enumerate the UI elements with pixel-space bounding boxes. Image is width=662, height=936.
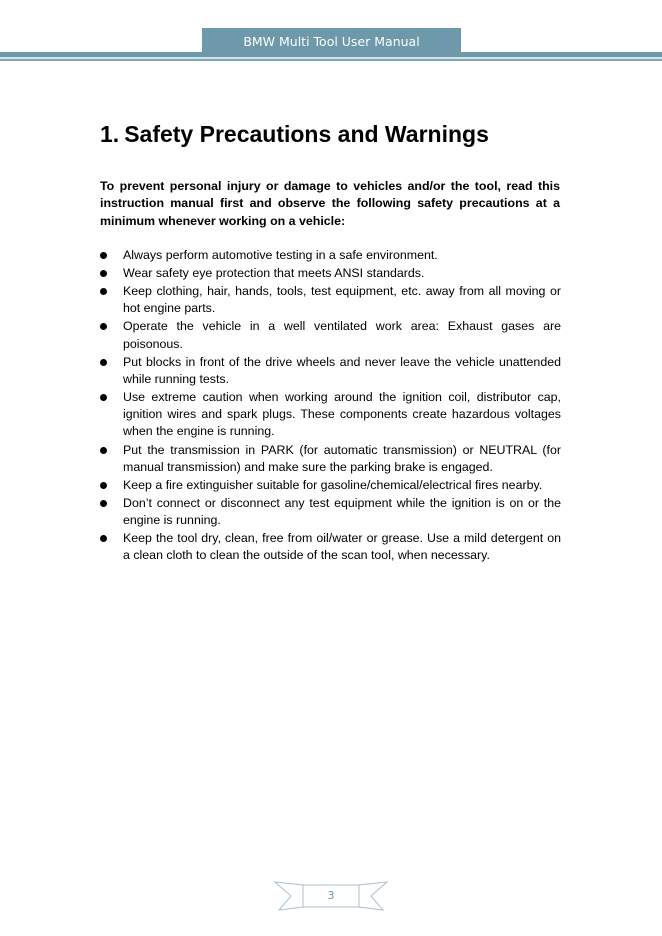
list-item [100, 318, 561, 352]
list-item [100, 477, 561, 494]
list-item-text: Always perform automotive testing in a safe environment. [123, 248, 438, 262]
bullet-icon [100, 447, 107, 454]
bullet-icon [100, 535, 107, 542]
page-number: 3 [327, 889, 335, 902]
bullet-icon [100, 252, 107, 259]
list-item-text: Operate the vehicle in a well ventilated work area: Exhaust gases are poisonous. [123, 319, 561, 351]
bullet-icon [100, 482, 107, 489]
list-item-text: Use extreme caution when working around the ignition coil, distributor cap, ignition wires and spark plugs. These components create hazardous voltages when the engine is running. [123, 390, 561, 439]
bullet-icon [100, 394, 107, 401]
bullet-icon [100, 500, 107, 507]
list-item [100, 283, 561, 317]
bullet-icon [100, 270, 107, 277]
list-item-text: Put the transmission in PARK (for automatic transmission) or NEUTRAL (for manual transmission) and make sure the parking brake is engaged. [123, 442, 561, 474]
header-title: BMW Multi Tool User Manual [202, 28, 461, 52]
list-item [100, 247, 561, 264]
bullet-icon [100, 359, 107, 366]
list-item-text: Keep a fire extinguisher suitable for gasoline/chemical/electrical fires nearby. [123, 477, 543, 492]
list-item-text: Keep the tool dry, clean, free from oil/water or grease. Use a mild detergent on a clean cloth to clean the outside of the scan tool, when necessary. [123, 531, 561, 563]
list-item [100, 265, 561, 282]
list-item [100, 530, 561, 564]
list-item-text: Put blocks in front of the drive wheels and never leave the vehicle unattended while running tests. [123, 354, 561, 386]
header-rule-thin [0, 59, 662, 61]
section-number: 1. [100, 121, 120, 147]
list-item-text: Don’t connect or disconnect any test equipment while the ignition is on or the engine is running. [123, 495, 561, 528]
list-item [100, 495, 561, 529]
list-item-text: Wear safety eye protection that meets ANSI standards. [123, 266, 425, 281]
page-number-badge [273, 879, 389, 913]
bullet-icon [100, 288, 107, 295]
section-heading [100, 121, 489, 148]
list-item [100, 389, 561, 441]
precautions-list [100, 247, 561, 566]
list-item-text: Keep clothing, hair, hands, tools, test equipment, etc. away from all moving or hot engine parts. [123, 284, 561, 316]
bullet-icon [100, 323, 107, 330]
section-title: Safety Precautions and Warnings [124, 121, 489, 147]
list-item [100, 442, 561, 476]
list-item [100, 354, 561, 388]
intro-paragraph: To prevent personal injury or damage to vehicles and/or the tool, read this instruction manual first and observe the following safety precautions at a minimum whenever working on a vehicle: [100, 179, 560, 228]
